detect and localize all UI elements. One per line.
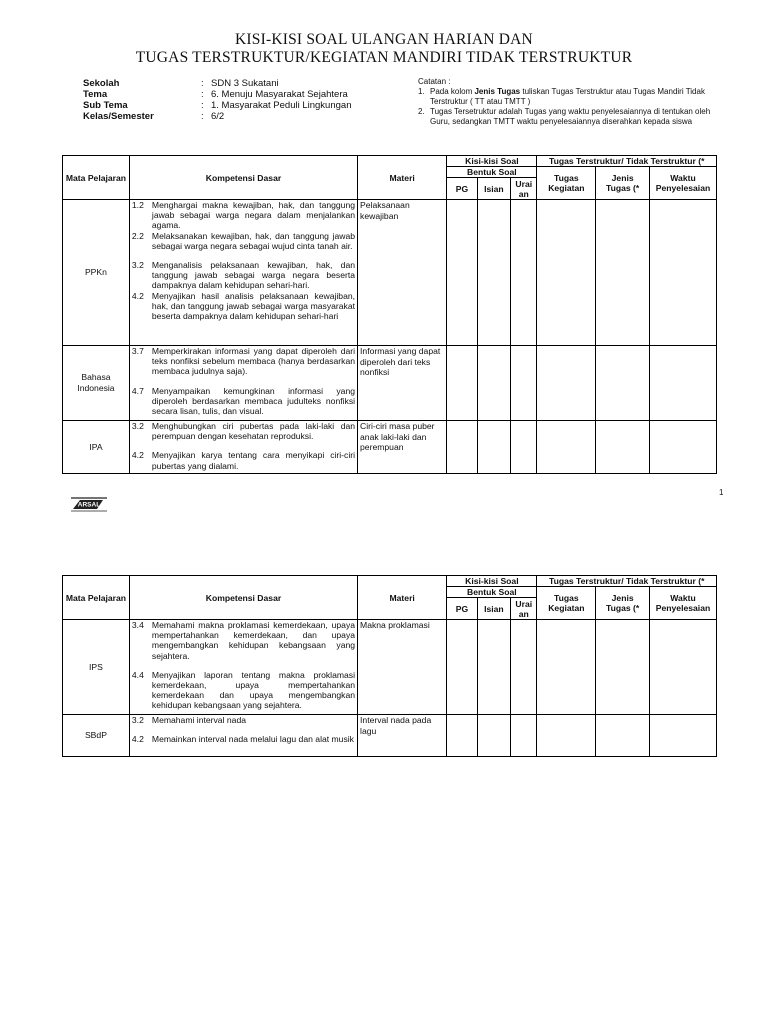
kd-text: Menyajikan hasil analisis pelaksanaan kewajiban, hak, dan tanggung jawab sebagai warga masyarakat beserta dampaknya dalam kehidupan sehari-hari [151,290,356,322]
header-mata-pelajaran: Mata Pelajaran [63,156,130,200]
colon: : [201,78,204,89]
header-uraian: Urai an [511,178,537,200]
header-jenis-tugas: Jenis Tugas (* [596,167,650,200]
kd-number: 4.2 [131,734,144,745]
kd-item [132,421,355,441]
header-waktu-penyelesaian: Waktu Penyelesaian [650,587,717,620]
header-kisi-kisi-soal: Kisi-kisi Soal [447,156,537,167]
pg-cell[interactable] [447,346,477,421]
header-pg: PG [447,598,477,620]
kd-number: 4.4 [131,669,144,680]
tugas-kegiatan-cell[interactable] [537,620,596,715]
pg-cell[interactable] [447,715,477,757]
kd-number: 3.7 [131,346,144,356]
jenis-tugas-cell[interactable] [596,620,650,715]
note-item-2 [418,107,728,127]
colon: : [201,111,204,122]
kelas-label: Kelas/Semester [83,111,154,122]
kd-item [132,670,355,711]
kd-number: 1.2 [131,200,144,210]
waktu-cell[interactable] [650,200,717,346]
waktu-cell[interactable] [650,620,717,715]
colon: : [201,100,204,111]
kd-cell [129,200,357,346]
kd-item [132,386,355,417]
header-pg: PG [447,178,477,200]
kd-text: Menyajikan karya tentang cara menyikapi ciri-ciri pubertas yang dialami. [151,450,356,471]
kd-text: Memahami makna proklamasi kemerdekaan, upaya mempertahankan kemerdekaan, dan upaya mengembangkan kehidupan kebangsaan yang sejahtera. [151,620,356,661]
kisi-kisi-table-page-2 [62,575,717,757]
waktu-cell[interactable] [650,346,717,421]
kd-number: 3.2 [131,715,144,725]
kd-text: Menghubungkan ciri pubertas pada laki-laki dan perempuan dengan kesehatan reproduksi. [151,421,356,442]
table-row-bahasa-indonesia [63,346,717,421]
colon: : [201,89,204,100]
jenis-tugas-cell[interactable] [596,346,650,421]
uraian-cell[interactable] [511,346,537,421]
kd-text: Menyajikan laporan tentang makna proklamasi kemerdekaan, upaya mempertahankan kemerdekaan dan upaya mengembangkan kehidupan kebangsaan yang sejahtera. [151,669,356,711]
header-materi: Materi [358,156,447,200]
publisher-logo [70,494,108,512]
kd-item [132,346,355,377]
tema-label: Tema [83,89,108,100]
table-row-ips [63,620,717,715]
jenis-tugas-cell[interactable] [596,715,650,757]
subject-cell: IPS [63,620,130,715]
uraian-cell[interactable] [511,620,537,715]
tema-value: 6. Menuju Masyarakat Sejahtera [211,89,348,100]
document-title-line-2: TUGAS TERSTRUKTUR/KEGIATAN MANDIRI TIDAK TERSTRUKTUR [135,49,633,66]
note-text [430,87,728,107]
header-jenis-tugas: Jenis Tugas (* [596,587,650,620]
notes-block [418,77,728,127]
isian-cell[interactable] [477,346,510,421]
table-row-ppkn [63,200,717,346]
subject-cell: SBdP [63,715,130,757]
header-kisi-kisi-soal: Kisi-kisi Soal [447,576,537,587]
kd-number: 4.2 [131,450,144,461]
header-materi: Materi [358,576,447,620]
waktu-cell[interactable] [650,715,717,757]
note-number: 2. [418,107,425,116]
tema-row [83,89,351,100]
table-row-ipa [63,421,717,474]
kd-number: 3.4 [131,620,144,630]
sekolah-label: Sekolah [83,78,120,89]
subtema-label: Sub Tema [83,100,128,111]
header-kompetensi-dasar: Kompetensi Dasar [129,156,357,200]
header-tugas-group: Tugas Terstruktur/ Tidak Terstruktur (* [537,576,717,587]
document-title-line-1: KISI-KISI SOAL ULANGAN HARIAN DAN [235,31,533,48]
isian-cell[interactable] [477,421,510,474]
materi-cell: Ciri-ciri masa puber anak laki-laki dan perempuan [358,421,447,474]
logo-text: ARSAL [77,501,101,509]
kd-cell [129,421,357,474]
waktu-cell[interactable] [650,421,717,474]
table-row-sbdp [63,715,717,757]
identity-block [83,78,351,122]
header-isian: Isian [477,598,510,620]
header-bentuk-soal: Bentuk Soal [447,587,537,598]
subject-cell: Bahasa Indonesia [63,346,130,421]
kd-number: 2.2 [131,230,144,241]
subtema-value: 1. Masyarakat Peduli Lingkungan [211,100,352,111]
kd-text: Menganalisis pelaksanaan kewajiban, hak, dan tanggung jawab sebagai warga negara beserta dampaknya dalam kehidupan sehari-hari. [151,260,356,291]
materi-cell: Informasi yang dapat diperoleh dari teks nonfiksi [358,346,447,421]
note-text-part: tuliskan Tugas Terstruktur atau Tugas Mandiri Tidak Terstruktur ( TT atau TMTT ) [430,87,705,106]
tugas-kegiatan-cell[interactable] [537,715,596,757]
sekolah-value: SDN 3 Sukatani [211,78,279,89]
kd-text: Melaksanakan kewajiban, hak, dan tanggung jawab sebagai warga negara sebagai wujud cinta tanah air. [151,230,356,251]
note-item-1 [418,87,728,107]
tugas-kegiatan-cell[interactable] [537,200,596,346]
kd-number: 3.2 [131,421,144,431]
materi-cell: Interval nada pada lagu [358,715,447,757]
subject-cell: IPA [63,421,130,474]
sekolah-row [83,78,351,89]
kd-number: 4.2 [131,290,144,301]
kd-text: Memainkan interval nada melalui lagu dan alat musik [151,734,354,745]
tugas-kegiatan-cell[interactable] [537,346,596,421]
header-tugas-group: Tugas Terstruktur/ Tidak Terstruktur (* [537,156,717,167]
jenis-tugas-cell[interactable] [596,421,650,474]
subject-cell: PPKn [63,200,130,346]
kd-item [132,231,355,251]
kd-item [132,291,355,322]
uraian-cell[interactable] [511,421,537,474]
header-uraian: Urai an [511,598,537,620]
materi-cell: Makna proklamasi [358,620,447,715]
kd-item [132,620,355,661]
header-isian: Isian [477,178,510,200]
kd-text: Menghargai makna kewajiban, hak, dan tanggung jawab sebagai warga negara dalam menjalankan agama. [151,200,356,231]
kisi-kisi-table-page-1 [62,155,717,474]
kd-item [132,200,355,231]
pg-cell[interactable] [447,200,477,346]
kd-item [132,450,355,470]
subtema-row [83,100,351,111]
uraian-cell[interactable] [511,715,537,757]
kd-number: 4.7 [131,385,144,396]
pg-cell[interactable] [447,421,477,474]
kelas-row [83,111,351,122]
note-text-part: Pada kolom [430,87,475,96]
note-number: 1. [418,87,425,96]
header-tugas-kegiatan: Tugas Kegiatan [537,167,596,200]
header-kompetensi-dasar: Kompetensi Dasar [129,576,357,620]
uraian-cell[interactable] [511,200,537,346]
header-mata-pelajaran: Mata Pelajaran [63,576,130,620]
kd-number: 3.2 [131,260,144,271]
jenis-tugas-cell[interactable] [596,200,650,346]
header-waktu-penyelesaian: Waktu Penyelesaian [650,167,717,200]
kd-cell [129,715,357,757]
note-text: Tugas Tersetruktur adalah Tugas yang waktu penyelesaiannya di tentukan oleh Guru, sedangkan TMTT waktu penyelesaiannya diserahkan kepada siswa [430,107,711,126]
materi-cell: Pelaksanaan kewajiban [358,200,447,346]
kd-cell [129,346,357,421]
page-number: 1 [719,488,724,497]
isian-cell[interactable] [477,620,510,715]
isian-cell[interactable] [477,715,510,757]
kd-item [132,734,355,744]
pg-cell[interactable] [447,620,477,715]
notes-title: Catatan : [418,77,451,86]
isian-cell[interactable] [477,200,510,346]
kelas-value: 6/2 [211,111,225,122]
kd-text: Memahami interval nada [151,715,247,725]
kd-item [132,260,355,291]
kd-cell [129,620,357,715]
kd-text: Menyampaikan kemungkinan informasi yang diperoleh berdasarkan membaca judulteks nonfiksi secara lisan, tulis, dan visual. [151,385,356,417]
header-bentuk-soal: Bentuk Soal [447,167,537,178]
header-tugas-kegiatan: Tugas Kegiatan [537,587,596,620]
kd-text: Memperkirakan informasi yang dapat diperoleh dari teks nonfiksi sebelum membaca (hanya berdasarkan membaca judulnya saja). [151,346,356,377]
tugas-kegiatan-cell[interactable] [537,421,596,474]
note-text-bold: Jenis Tugas [474,87,521,96]
kd-item [132,715,355,725]
